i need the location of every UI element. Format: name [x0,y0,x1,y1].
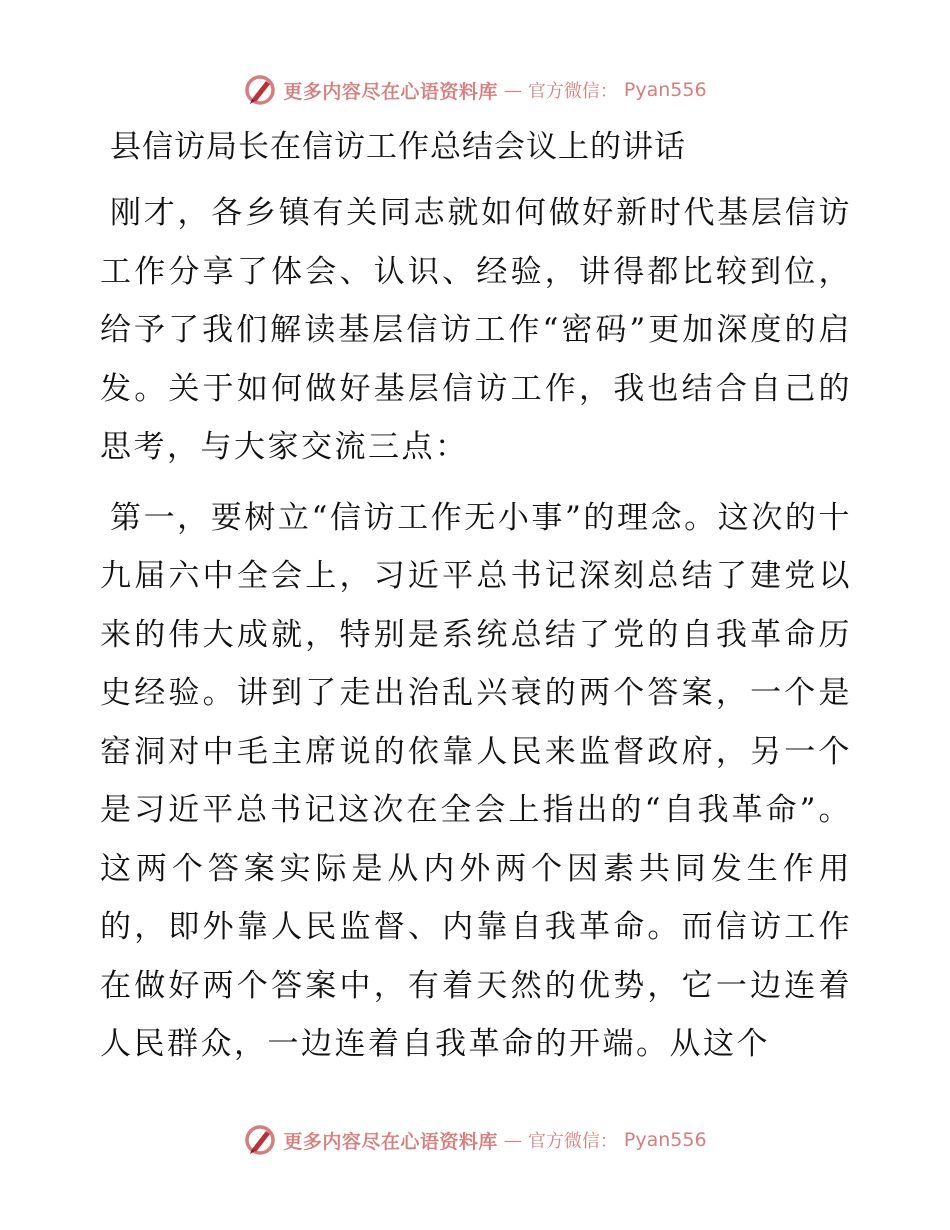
watermark-brand-text: 更多内容尽在心语资料库 [283,80,498,103]
watermark-wechat-id: Pyan556 [623,1129,707,1151]
paragraph-first-point: 第一，要树立“信访工作无小事”的理念。这次的十九届六中全会上，习近平总书记深刻总结了建党以来的伟大成就，特别是系统总结了党的自我革命历史经验。讲到了走出治乱兴衰的两个答案，一个是窑洞对中毛主席说的依靠人民来监督政府，另一个是习近平总书记这次在全会上指出的“自我革命”。这两个答案实际是从内外两个因素共同发生作用的，即外靠人民监督、内靠自我革命。而信访工作在做好两个答案中，有着天然的优势，它一边连着人民群众，一边连着自我革命的开端。从这个 [100,499,852,1062]
watermark-brand-text: 更多内容尽在心语资料库 [283,1130,498,1153]
watermark-wechat-label: 官方微信： [527,1131,618,1152]
footer-watermark-banner [0,1120,950,1160]
watermark-wechat-id: Pyan556 [623,79,707,101]
document-title: 县信访局长在信访工作总结会议上的讲话 [110,129,686,165]
document-body [100,118,852,1074]
pen-logo-icon [243,1123,277,1157]
paragraph-intro: 刚才，各乡镇有关同志就如何做好新时代基层信访工作分享了体会、认识、经验，讲得都比较到位，给予了我们解读基层信访工作“密码”更加深度的启发。关于如何做好基层信访工作，我也结合自己的思考，与大家交流三点： [100,195,852,465]
watermark-wechat-label: 官方微信： [527,81,618,102]
pen-logo-icon [243,73,277,107]
watermark-dash: — [503,1129,522,1151]
header-watermark-banner [0,70,950,110]
watermark-dash: — [503,79,522,101]
